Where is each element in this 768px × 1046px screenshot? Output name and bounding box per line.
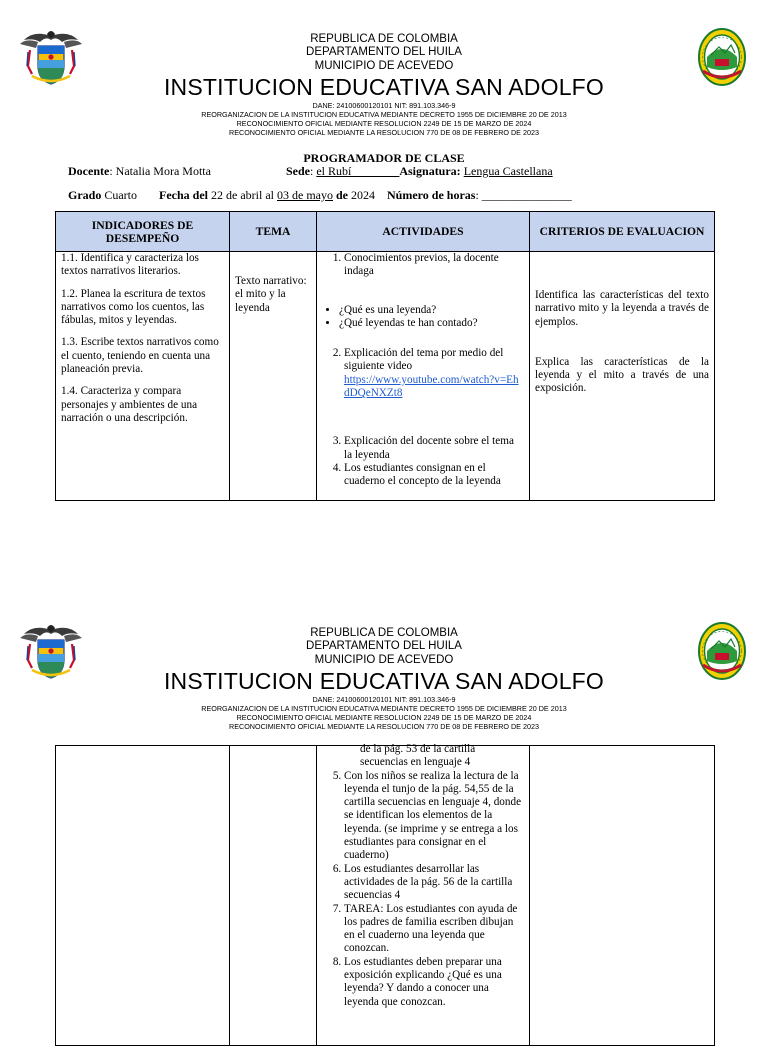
indicator-item: 1.1. Identifica y caracteriza los textos narrativos literarios.	[61, 252, 199, 278]
tema-cell	[230, 746, 317, 1046]
activity-item	[344, 903, 524, 956]
header-reorganization: REORGANIZACION DE LA INSTITUCION EDUCATIVA MEDIANTE DECRETO 1955 DE DICIEMBRE 20 DE 2013	[201, 110, 567, 119]
table-content-row	[56, 252, 715, 501]
tema-cell	[230, 252, 317, 501]
activity-text: Los estudiantes deben preparar una exposición explicando ¿Qué es una leyenda? Y dando a conocer una leyenda que conozcan.	[344, 955, 502, 1008]
document-title: PROGRAMADOR DE CLASE	[303, 151, 465, 165]
header-recognition-1: RECONOCIMIENTO OFICIAL MEDIANTE RESOLUCION 2249 DE 15 DE MARZO DE 2024	[236, 119, 532, 128]
activities-list-2	[322, 347, 524, 400]
grado-value: Cuarto	[101, 188, 138, 202]
sede-label: Sede	[286, 164, 310, 178]
docente-label: Docente	[68, 164, 110, 178]
page-2-header	[0, 594, 768, 744]
date-hours-line	[159, 188, 572, 203]
activity-text: Con los niños se realiza la lectura de la leyenda el tunjo de la pág. 54,55 de la cartilla secuencias en lenguaje 4, donde se identifican los elementos de la leyenda. (se imprime y se entrega a los estudiantes para consignar en el cuaderno)	[344, 769, 522, 862]
activities-list	[322, 252, 524, 279]
question-item: • ¿Qué leyendas te han contado?	[339, 317, 524, 330]
table-content-row	[56, 746, 715, 1046]
video-link[interactable]: https://www.youtube.com/watch?v=EhdDQeNXZt8	[344, 373, 519, 400]
activities-list-continued	[322, 770, 524, 1009]
fecha-from: 22 de abril	[208, 188, 266, 202]
activity-item	[344, 252, 524, 279]
fecha-label: Fecha del	[159, 188, 208, 202]
asignatura-value: Lengua Castellana	[463, 164, 553, 178]
teacher-line	[68, 164, 211, 179]
criteria-item: Identifica las características del texto narrativo mito y la leyenda a través de ejemplos.	[535, 289, 709, 328]
criteria-cell	[530, 746, 715, 1046]
activity-item	[344, 435, 524, 462]
grado-label: Grado	[68, 188, 102, 202]
activity-text: Explicación del tema por medio del siguiente video	[344, 347, 504, 373]
header-department: DEPARTAMENTO DEL HUILA	[306, 46, 462, 58]
fecha-al: al	[265, 188, 277, 202]
tema-text: Texto narrativo: el mito y la leyenda	[235, 275, 307, 314]
grade-line	[68, 188, 137, 203]
header-criterios: CRITERIOS DE EVALUACION	[530, 212, 715, 252]
header-country: REPUBLICA DE COLOMBIA	[310, 627, 458, 639]
activity-text: Explicación del docente sobre el tema la leyenda	[344, 435, 514, 461]
horas-value: : _______________	[475, 188, 572, 202]
activity-text: TAREA: Los estudiantes con ayuda de los padres de familia escriben dibujan en el cuaderno una leyenda que conozcan.	[344, 902, 518, 955]
horas-label: Número de horas	[387, 188, 476, 202]
header-recognition-2: RECONOCIMIENTO OFICIAL MEDIANTE LA RESOLUCION 770 DE 08 DE FEBRERO DE 2023	[229, 722, 539, 731]
activities-cell	[317, 743, 530, 1046]
header-dane: DANE: 24100600120101 NIT: 891.103.346-9	[312, 695, 456, 704]
lesson-plan-table	[55, 211, 715, 501]
criteria-item: Explica las características de la leyenda y el mito a través de una exposición.	[535, 355, 709, 395]
activity-item	[344, 863, 524, 903]
header-municipality: MUNICIPIO DE ACEVEDO	[314, 60, 454, 72]
activity-item	[344, 462, 524, 489]
indicator-item: 1.3. Escribe textos narrativos como el cuento, teniendo en cuenta una planeación previa.	[61, 336, 219, 376]
indicator-item: 1.2. Planea la escritura de textos narrativos como los cuentos, las fábulas, mitos y leyendas.	[61, 287, 206, 327]
school-name: INSTITUCION EDUCATIVA SAN ADOLFO	[163, 74, 605, 100]
activity-text: Conocimientos previos, la docente indaga	[344, 252, 499, 278]
campus-subject-line	[286, 164, 553, 179]
page-1-header	[0, 0, 768, 150]
header-recognition-2: RECONOCIMIENTO OFICIAL MEDIANTE LA RESOLUCION 770 DE 08 DE FEBRERO DE 2023	[229, 128, 539, 137]
activity-text: Los estudiantes desarrollar las actividades de la pág. 56 de la cartilla secuencias 4	[344, 862, 513, 902]
activities-cell	[317, 252, 530, 501]
header-tema: TEMA	[230, 212, 317, 252]
asignatura-label: Asignatura:	[399, 164, 461, 178]
table-header-row	[56, 212, 715, 252]
questions-list	[322, 304, 524, 331]
header-department: DEPARTAMENTO DEL HUILA	[306, 640, 462, 652]
header-indicadores: INDICADORES DE DESEMPEÑO	[56, 212, 230, 252]
sede-value: el Rubí________	[316, 164, 400, 178]
fecha-year: 2024	[348, 188, 375, 202]
header-reorganization: REORGANIZACION DE LA INSTITUCION EDUCATIVA MEDIANTE DECRETO 1955 DE DICIEMBRE 20 DE 2013	[201, 704, 567, 713]
header-municipality: MUNICIPIO DE ACEVEDO	[314, 654, 454, 666]
fecha-de: de	[333, 188, 348, 202]
school-name: INSTITUCION EDUCATIVA SAN ADOLFO	[163, 668, 605, 694]
header-country: REPUBLICA DE COLOMBIA	[310, 33, 458, 45]
activity-item	[344, 956, 524, 1009]
fecha-to: 03 de mayo	[277, 188, 333, 202]
activities-list-3	[322, 435, 524, 488]
header-recognition-1: RECONOCIMIENTO OFICIAL MEDIANTE RESOLUCION 2249 DE 15 DE MARZO DE 2024	[236, 713, 532, 722]
criteria-cell	[530, 252, 715, 501]
sede-separator: :	[310, 164, 317, 178]
activity-item	[344, 770, 524, 863]
indicators-cell	[56, 746, 230, 1046]
lesson-plan-table-continued	[55, 745, 715, 1046]
docente-value: : Natalia Mora Motta	[109, 164, 211, 178]
activity-text: Los estudiantes consignan en el cuaderno el concepto de la leyenda	[344, 461, 501, 488]
activity-item	[344, 347, 524, 400]
header-actividades: ACTIVIDADES	[317, 212, 530, 252]
question-item: • ¿Qué es una leyenda?	[339, 304, 524, 317]
indicators-cell	[56, 252, 230, 501]
indicator-item: 1.4. Caracteriza y compara personajes y ambientes de una narración o una descripción.	[61, 385, 198, 424]
header-dane: DANE: 24100600120101 NIT: 891.103.346-9	[312, 101, 456, 110]
activity-continuation: de la pág. 53 de la cartilla secuencias en lenguaje 4	[360, 743, 476, 769]
